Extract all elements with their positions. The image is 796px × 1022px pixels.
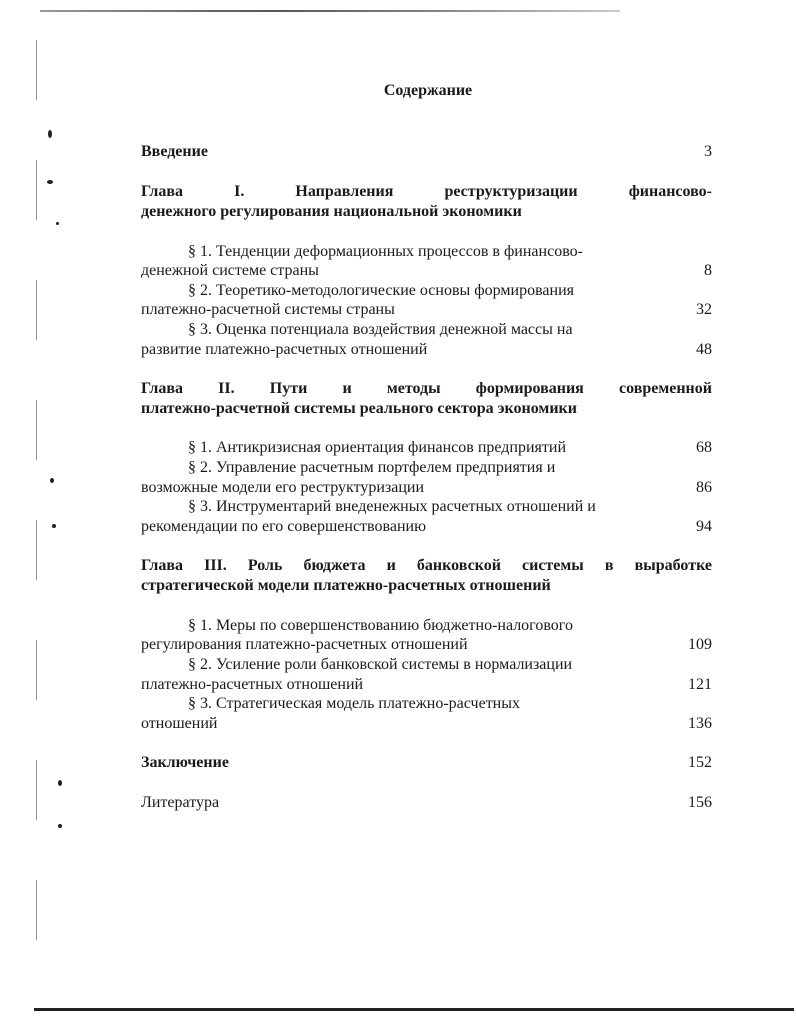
toc-page-number: 152 [688, 754, 712, 771]
scan-border-top [40, 10, 620, 12]
chapter-2-section-3-line-1: § 3. Инструментарий внеденежных расчетных отношений и [188, 498, 596, 515]
toc-entry-label: развитие платежно-расчетных отношений [141, 341, 428, 358]
toc-entry-label: платежно-расчетной системы страны [141, 301, 395, 318]
toc-page-number: 121 [688, 676, 712, 693]
scan-speck [47, 180, 53, 184]
toc-entry-label: Литература [141, 794, 220, 811]
toc-page-number: 32 [696, 301, 712, 318]
toc-entry-label: регулирования платежно-расчетных отношений [141, 636, 468, 653]
toc-page-number: 109 [688, 636, 712, 653]
chapter-1-section-1-line-2 [141, 261, 712, 281]
toc-page-number: 156 [688, 794, 712, 811]
toc-entry-literature [141, 793, 712, 813]
toc-entry-label: рекомендации по его совершенствованию [141, 518, 427, 535]
chapter-2-heading-line-2: платежно-расчетной системы реального сектора экономики [141, 400, 577, 417]
scan-border-bottom [34, 1008, 794, 1011]
chapter-1-heading-line-2: денежного регулирования национальной экономики [141, 203, 522, 220]
toc-entry-label: Введение [141, 143, 208, 160]
chapter-3-heading-line-2: стратегической модели платежно-расчетных отношений [141, 577, 551, 594]
scan-border-left [36, 40, 37, 990]
chapter-2-heading-line-1: Глава II. Пути и методы формирования современной [141, 380, 712, 397]
toc-page-number: 3 [704, 143, 712, 160]
toc-page-number: 48 [696, 341, 712, 358]
chapter-2-section-2-line-2 [141, 478, 712, 498]
chapter-1-section-3-line-2 [141, 340, 712, 360]
chapter-3-section-2-line-2 [141, 675, 712, 695]
toc-entry-introduction [141, 142, 712, 162]
toc-entry-label: возможные модели его реструктуризации [141, 479, 425, 496]
chapter-2-section-2-line-1: § 2. Управление расчетным портфелем предприятия и [188, 459, 556, 476]
toc-entry-label: платежно-расчетных отношений [141, 676, 364, 693]
chapter-3-section-2-line-1: § 2. Усиление роли банковской системы в нормализации [188, 656, 573, 673]
page-title: Содержание [383, 82, 473, 99]
toc-entry-label: Заключение [141, 754, 229, 771]
chapter-1-section-3-line-1: § 3. Оценка потенциала воздействия денежной массы на [188, 321, 573, 338]
toc-page-number: 94 [696, 518, 712, 535]
chapter-1-section-2-line-1: § 2. Теоретико-методологические основы формирования [188, 282, 574, 299]
chapter-2-section-3-line-2 [141, 517, 712, 537]
scan-speck [52, 524, 56, 528]
scan-speck [50, 478, 54, 483]
toc-entry-conclusion [141, 753, 712, 773]
chapter-1-section-1-line-1: § 1. Тенденции деформационных процессов в финансово- [188, 243, 583, 260]
toc-entry-label: § 1. Антикризисная ориентация финансов предприятий [188, 439, 567, 456]
toc-page-number: 86 [696, 479, 712, 496]
chapter-3-section-1-line-2 [141, 635, 712, 655]
toc-page-number: 8 [704, 262, 712, 279]
toc-page-number: 136 [688, 715, 712, 732]
scan-speck [58, 780, 62, 786]
chapter-3-heading-line-1: Глава III. Роль бюджета и банковской системы в выработке [141, 557, 712, 574]
toc-entry-label: отношений [141, 715, 218, 732]
chapter-1-heading-line-1: Глава I. Направления реструктуризации финансово- [141, 183, 712, 200]
chapter-1-section-2-line-2 [141, 300, 712, 320]
chapter-3-section-3-line-1: § 3. Стратегическая модель платежно-расчетных [188, 695, 520, 712]
chapter-3-section-1-line-1: § 1. Меры по совершенствованию бюджетно-налогового [188, 617, 573, 634]
scan-speck [58, 824, 62, 828]
toc-page-number: 68 [696, 439, 712, 456]
chapter-2-section-1-line-1 [141, 438, 712, 458]
toc-entry-label: денежной системе страны [141, 262, 319, 279]
chapter-3-section-3-line-2 [141, 714, 712, 734]
scan-speck [48, 130, 52, 138]
scan-speck [56, 222, 59, 225]
